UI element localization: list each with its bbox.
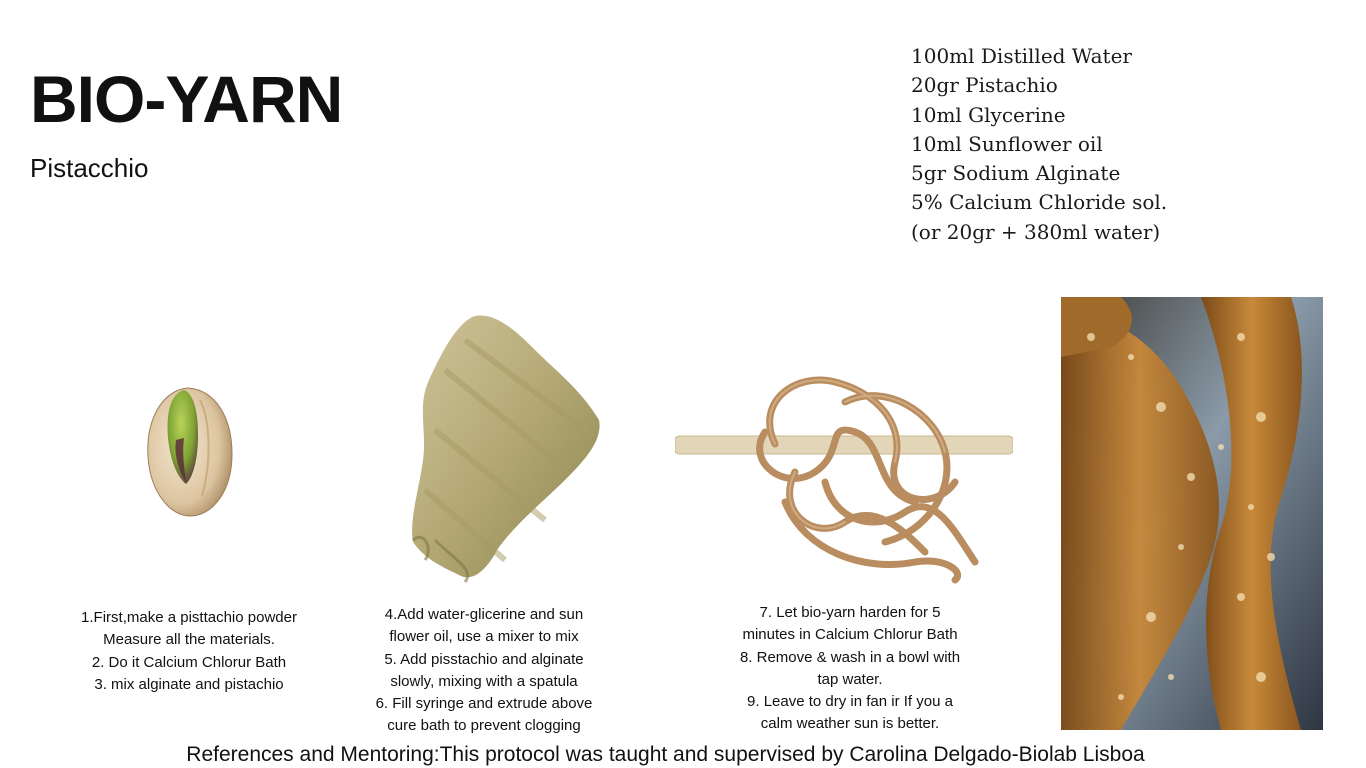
step-line: flower oil, use a mixer to mix	[389, 628, 579, 646]
ingredient-item: 5% Calcium Chloride sol.	[911, 190, 1168, 215]
ingredient-item: 10ml Glycerine	[911, 102, 1066, 127]
page-title: BIO-YARN	[30, 62, 343, 136]
page-subtitle: Pistacchio	[30, 153, 149, 183]
step-line: 8. Remove & wash in a bowl with	[739, 648, 961, 666]
ingredient-list	[911, 42, 1167, 247]
pistachio-nut-image	[140, 380, 240, 520]
step-line: Measure all the materials.	[103, 631, 275, 649]
pistachio-powder-image	[405, 310, 605, 590]
step-line: calm weather sun is better.	[760, 715, 940, 733]
ingredient-item: 100ml Distilled Water	[911, 44, 1132, 68]
steps-column-3	[720, 602, 980, 736]
footer-credits: References and Mentoring:This protocol was taught and supervised by Carolina Delgado-Biolab Lisboa	[186, 743, 1145, 766]
step-line: 6. Fill syringe and extrude above	[375, 695, 593, 713]
step-line: cure bath to prevent clogging	[387, 717, 581, 735]
ingredient-item: (or 20gr + 380ml water)	[911, 219, 1161, 244]
step-line: 2. Do it Calcium Chlorur Bath	[91, 653, 287, 671]
step-line: minutes in Calcium Chlorur Bath	[742, 626, 958, 644]
step-line: 1.First,make a pisttachio powder	[81, 609, 297, 626]
steps-column-2	[360, 604, 608, 738]
step-line: 4.Add water-glicerine and sun	[384, 606, 584, 623]
ingredient-item: 10ml Sunflower oil	[911, 131, 1103, 156]
step-line: 3. mix alginate and pistachio	[94, 675, 284, 693]
step-line: 9. Leave to dry in fan ir If you a	[747, 693, 953, 711]
step-line: tap water.	[817, 670, 883, 688]
ingredient-item: 5gr Sodium Alginate	[911, 161, 1121, 186]
ingredient-item: 20gr Pistachio	[911, 73, 1058, 98]
step-line: 5. Add pisstachio and alginate	[384, 650, 584, 668]
step-line: 7. Let bio-yarn harden for 5	[759, 604, 941, 621]
steps-column-1	[60, 607, 318, 696]
bio-yarn-closeup-photo	[1061, 297, 1323, 730]
yarn-on-stick-image	[675, 362, 1013, 587]
step-line: slowly, mixing with a spatula	[390, 672, 578, 690]
